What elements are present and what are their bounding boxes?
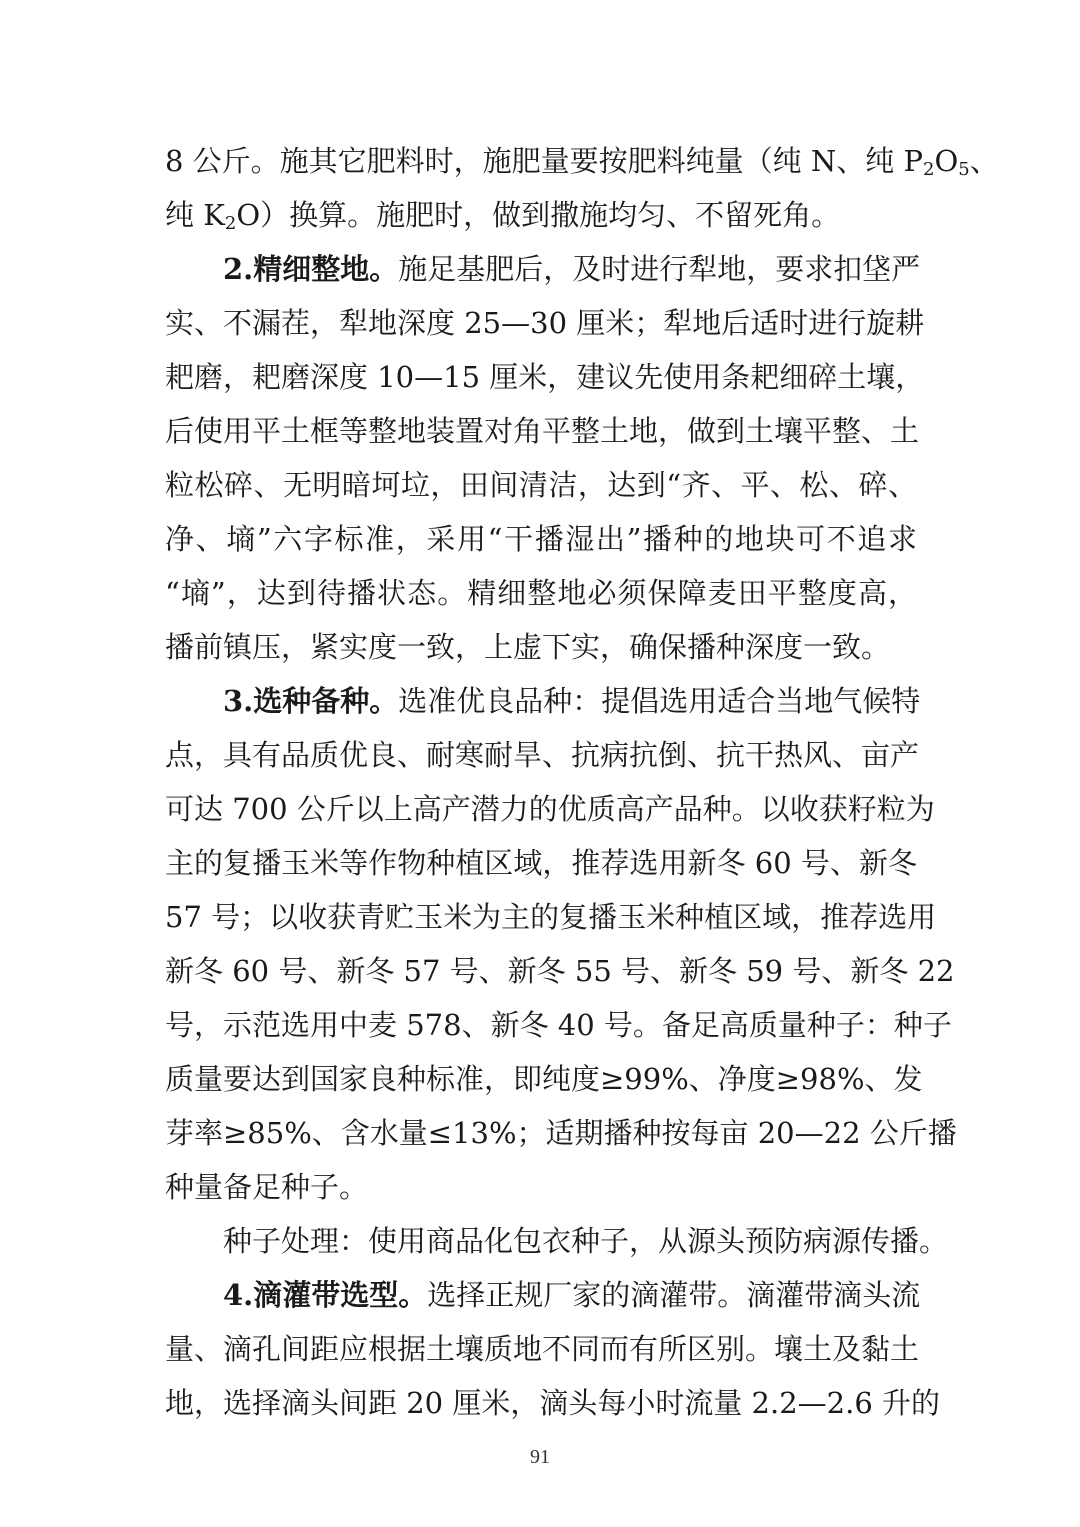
section-heading: 4.滴灌带选型。 (223, 1278, 428, 1312)
text-line: 耙磨，耙磨深度 10—15 厘米，建议先使用条耙细碎土壤， (165, 360, 925, 394)
text-line: 8 公斤。施其它肥料时，施肥量要按肥料纯量（纯 N、纯 $P_2O_5$、 (165, 144, 999, 180)
text-line: 4.滴灌带选型。选择正规厂家的滴灌带。滴灌带滴头流 (223, 1278, 921, 1312)
text-line: 芽率≥85%、含水量≤13%；适期播种按每亩 20—22 公斤播 (165, 1116, 957, 1150)
text-line: 粒松碎、无明暗坷垃，田间清洁，达到“齐、平、松、碎、 (165, 468, 917, 502)
text-line: 纯 $K_2O$）换算。施肥时，做到撒施均匀、不留死角。 (165, 198, 841, 234)
text-line: “墒”，达到待播状态。精细整地必须保障麦田平整度高， (165, 576, 917, 610)
page-number: 91 (530, 1446, 550, 1468)
text-line: 可达 700 公斤以上高产潜力的优质高产品种。以收获籽粒为 (165, 792, 935, 826)
text-line: 3.选种备种。选准优良品种：提倡选用适合当地气候特 (223, 684, 921, 718)
text-line: 点，具有品质优良、耐寒耐旱、抗病抗倒、抗干热风、亩产 (165, 738, 920, 772)
text-line: 播前镇压，紧实度一致，上虚下实，确保播种深度一致。 (165, 630, 891, 664)
text-line: 净、墒”六字标准，采用“干播湿出”播种的地块可不追求 (165, 522, 917, 556)
text-line: 种子处理：使用商品化包衣种子，从源头预防病源传播。 (223, 1224, 949, 1258)
text-line: 量、滴孔间距应根据土壤质地不同而有所区别。壤土及黏土 (165, 1332, 920, 1366)
text-line: 57 号；以收获青贮玉米为主的复播玉米种植区域，推荐选用 (165, 900, 937, 934)
text-line: 号，示范选用中麦 578、新冬 40 号。备足高质量种子：种子 (165, 1008, 952, 1042)
text-line: 种量备足种子。 (165, 1170, 369, 1204)
text-line: 主的复播玉米等作物种植区域，推荐选用新冬 60 号、新冬 (165, 846, 917, 880)
text-line: 新冬 60 号、新冬 57 号、新冬 55 号、新冬 59 号、新冬 22 (165, 954, 955, 988)
document-body (165, 134, 999, 1430)
text-line: 实、不漏茬，犁地深度 25—30 厘米；犁地后适时进行旋耕 (165, 306, 925, 340)
section-heading: 3.选种备种。 (223, 684, 399, 718)
text-line: 地，选择滴头间距 20 厘米，滴头每小时流量 2.2—2.6 升的 (165, 1386, 941, 1420)
text-line: 后使用平土框等整地装置对角平整土地，做到土壤平整、土 (165, 414, 920, 448)
text-line: 2.精细整地。施足基肥后，及时进行犁地，要求扣垡严 (223, 252, 921, 286)
section-heading: 2.精细整地。 (223, 252, 399, 286)
text-line: 质量要达到国家良种标准，即纯度≥99%、净度≥98%、发 (165, 1062, 923, 1096)
